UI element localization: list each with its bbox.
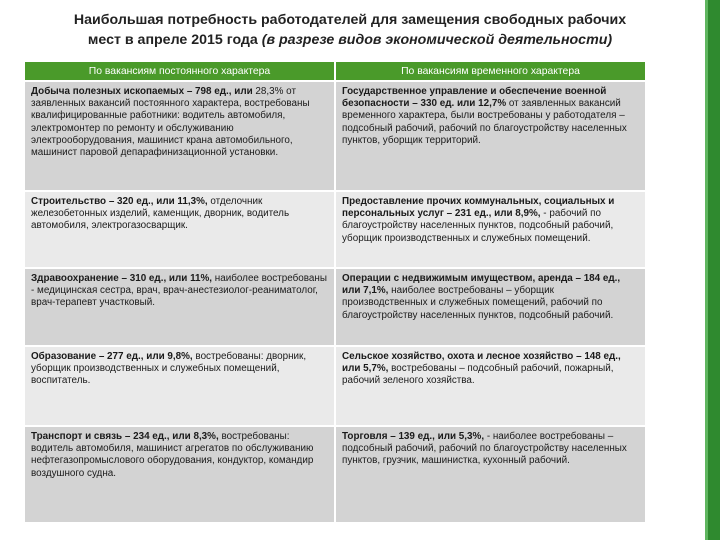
cell-text: отделочник железобетонных изделий, каменщик, дворник, водитель автомобиля, электрогазосварщик. — [31, 196, 290, 232]
cell-temporary — [335, 346, 645, 426]
cell-temporary — [335, 426, 645, 522]
table-row — [25, 268, 645, 346]
side-accent-bar — [705, 0, 720, 540]
title-line-2: мест в апреле 2015 года — [87, 32, 262, 48]
cell-permanent — [25, 81, 335, 191]
cell-permanent — [25, 346, 335, 426]
table-row — [25, 346, 645, 426]
cell-text: - наиболее востребованы – подсобный рабочий, рабочий по благоустройству населенных пунктов, грузчик, машинистка, кухонный рабочий. — [342, 431, 627, 467]
cell-text: наиболее востребованы – уборщик производственных и служебных помещений, рабочий по благоустройству населенных пунктов, подсобный рабочий. — [342, 285, 614, 321]
cell-temporary — [335, 81, 645, 191]
cell-heading: Транспорт и связь – 234 ед., или 8,3%, — [31, 431, 219, 442]
slide-title — [10, 10, 690, 50]
cell-temporary — [335, 268, 645, 346]
cell-heading: Предоставление прочих коммунальных, социальных и персональных услуг – 231 ед., или 8,9%, — [342, 196, 615, 220]
cell-heading: Добыча полезных ископаемых – 798 ед., или — [31, 86, 253, 97]
title-line-1: Наибольшая потребность работодателей для замещения свободных рабочих — [73, 12, 627, 28]
cell-text: 28,3% от заявленных вакансий постоянного характера, востребованы квалифицированные работники: водитель автомобиля, электромонтер по ремонту и обслуживанию электрооборудования, машинист крана автомобильного, машинист паровой депарафинизационной установки. — [31, 86, 310, 159]
side-accent-edge — [705, 0, 708, 540]
header-permanent: По вакансиям постоянного характера — [25, 62, 335, 81]
vacancy-table — [25, 62, 645, 522]
cell-temporary — [335, 191, 645, 268]
cell-text: востребованы: водитель автомобиля, машинист агрегатов по обслуживанию нефтегазопромыслового оборудования, кондуктор, командир воздушного судна. — [31, 431, 314, 479]
cell-text: востребованы: дворник, уборщик производственных и служебных помещений, воспитатель. — [31, 351, 307, 387]
title-subtitle: (в разрезе видов экономической деятельности) — [261, 32, 613, 48]
cell-heading: Образование – 277 ед., или 9,8%, — [31, 351, 193, 362]
cell-heading: Сельское хозяйство, охота и лесное хозяйство – 148 ед., или 5,7%, — [342, 351, 621, 375]
cell-permanent — [25, 426, 335, 522]
cell-text: от заявленных вакансий временного характера, были востребованы у работодателя – подсобный рабочий, рабочий по благоустройству населенных пунктов, уборщик территорий. — [342, 98, 627, 146]
cell-text: - рабочий по благоустройству населенных пунктов, подсобный рабочий, уборщик производственных и служебных помещений. — [342, 208, 614, 244]
table-row — [25, 81, 645, 191]
cell-permanent — [25, 268, 335, 346]
cell-text: наиболее востребованы - медицинская сестра, врач, врач-анестезиолог-реаниматолог, врач-терапевт участковый. — [31, 273, 327, 309]
table-header-row — [25, 62, 645, 81]
cell-heading: Здравоохранение – 310 ед., или 11%, — [31, 273, 213, 284]
cell-heading: Операции с недвижимым имуществом, аренда – 184 ед., или 7,1%, — [342, 273, 621, 297]
table-row — [25, 426, 645, 522]
cell-permanent — [25, 191, 335, 268]
table-row — [25, 191, 645, 268]
cell-heading: Торговля – 139 ед., или 5,3%, — [342, 431, 485, 442]
cell-heading: Строительство – 320 ед., или 11,3%, — [31, 196, 208, 207]
cell-text: востребованы – подсобный рабочий, пожарный, рабочий зеленого хозяйства. — [342, 363, 614, 387]
header-temporary: По вакансиям временного характера — [335, 62, 645, 81]
cell-heading: Государственное управление и обеспечение военной безопасности – 330 ед. или 12,7% — [342, 86, 607, 110]
